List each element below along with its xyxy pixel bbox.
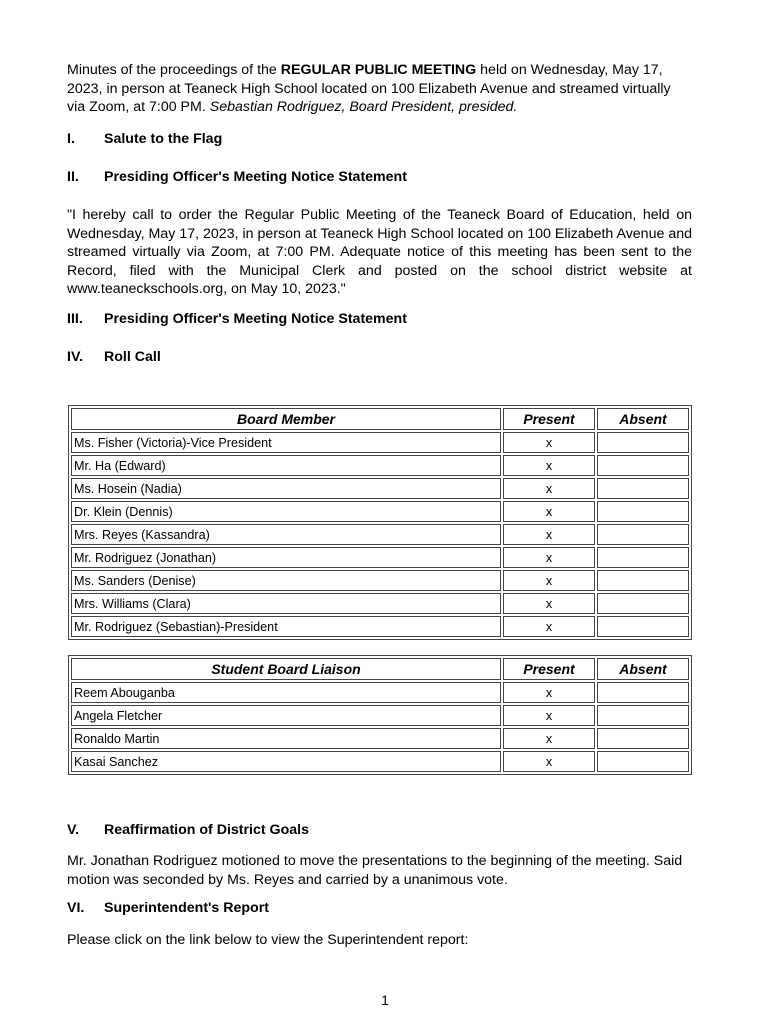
table-row: [71, 524, 689, 545]
table-row: [71, 616, 689, 637]
present-cell: x: [503, 547, 595, 568]
column-header-student-liaison: Student Board Liaison: [71, 658, 501, 680]
page-number: 1: [381, 992, 389, 1008]
section-number: III.: [67, 311, 83, 327]
table-row: [71, 682, 689, 703]
absent-cell: [597, 478, 689, 499]
table-row: [71, 547, 689, 568]
member-name-cell: Mrs. Williams (Clara): [71, 593, 501, 614]
section-number: VI.: [67, 900, 85, 916]
goals-paragraph: Mr. Jonathan Rodriguez motioned to move the presentations to the beginning of the meeting. Said motion was seconded by Ms. Reyes and carried by a unanimous vote.: [67, 853, 683, 888]
meeting-intro: [67, 61, 692, 117]
column-header-absent: Absent: [597, 408, 689, 430]
superintendent-paragraph: Please click on the link below to view the Superintendent report:: [67, 932, 469, 948]
section-title: Presiding Officer's Meeting Notice Statement: [104, 169, 407, 185]
section-title: Superintendent's Report: [104, 900, 269, 916]
intro-presided: Sebastian Rodriguez, Board President, presided.: [209, 99, 518, 115]
member-name-cell: Mrs. Reyes (Kassandra): [71, 524, 501, 545]
section-heading-district-goals: [67, 822, 692, 838]
absent-cell: [597, 524, 689, 545]
member-name-cell: Mr. Ha (Edward): [71, 455, 501, 476]
section-number: I.: [67, 131, 75, 147]
section-number: II.: [67, 169, 79, 185]
table-row: [71, 751, 689, 772]
absent-cell: [597, 728, 689, 749]
section-heading-superintendent: [67, 900, 692, 916]
intro-rest: held on Wednesday, May 17, 2023, in person at Teaneck High School located on 100 Elizabeth Avenue and streamed virtually via Zoom, at 7:00 PM.: [67, 62, 671, 115]
present-cell: x: [503, 593, 595, 614]
table-row: [71, 478, 689, 499]
table-row: [71, 455, 689, 476]
table-header-row: [71, 658, 689, 680]
section-number: V.: [67, 822, 80, 838]
column-header-present: Present: [503, 408, 595, 430]
present-cell: x: [503, 432, 595, 453]
section-number: IV.: [67, 349, 84, 365]
member-name-cell: Ms. Hosein (Nadia): [71, 478, 501, 499]
section-title: Roll Call: [104, 349, 161, 365]
absent-cell: [597, 682, 689, 703]
notice-statement: "I hereby call to order the Regular Public Meeting of the Teaneck Board of Education, held on Wednesday, May 17, 2023, in person at Teaneck High School located on 100 Elizabeth Avenue and streamed virtually via Zoom, at 7:00 PM. Adequate notice of this meeting has been sent to the Record, filed with the Municipal Clerk and posted on the school district website at www.teaneckschools.org, on May 10, 2023.": [67, 207, 692, 297]
present-cell: x: [503, 616, 595, 637]
section-title: Reaffirmation of District Goals: [104, 822, 309, 838]
section-heading-roll-call: [67, 349, 692, 365]
present-cell: x: [503, 524, 595, 545]
section-title: Salute to the Flag: [104, 131, 223, 147]
column-header-absent: Absent: [597, 658, 689, 680]
table-row: [71, 593, 689, 614]
absent-cell: [597, 501, 689, 522]
table-row: [71, 728, 689, 749]
member-name-cell: Kasai Sanchez: [71, 751, 501, 772]
present-cell: x: [503, 705, 595, 726]
column-header-board-member: Board Member: [71, 408, 501, 430]
member-name-cell: Reem Abouganba: [71, 682, 501, 703]
student-liaison-table: [68, 655, 692, 775]
present-cell: x: [503, 570, 595, 591]
table-row: [71, 432, 689, 453]
absent-cell: [597, 547, 689, 568]
section-heading-notice-2: [67, 311, 692, 327]
present-cell: x: [503, 455, 595, 476]
column-header-present: Present: [503, 658, 595, 680]
absent-cell: [597, 616, 689, 637]
member-name-cell: Ms. Sanders (Denise): [71, 570, 501, 591]
absent-cell: [597, 455, 689, 476]
present-cell: x: [503, 751, 595, 772]
member-name-cell: Mr. Rodriguez (Sebastian)-President: [71, 616, 501, 637]
member-name-cell: Ms. Fisher (Victoria)-Vice President: [71, 432, 501, 453]
absent-cell: [597, 751, 689, 772]
intro-lead: Minutes of the proceedings of the: [67, 62, 281, 78]
board-member-table: [68, 405, 692, 640]
present-cell: x: [503, 682, 595, 703]
intro-meeting-type: REGULAR PUBLIC MEETING: [280, 62, 477, 78]
member-name-cell: Dr. Klein (Dennis): [71, 501, 501, 522]
member-name-cell: Mr. Rodriguez (Jonathan): [71, 547, 501, 568]
member-name-cell: Ronaldo Martin: [71, 728, 501, 749]
table-row: [71, 501, 689, 522]
present-cell: x: [503, 478, 595, 499]
absent-cell: [597, 570, 689, 591]
section-heading-salute: [67, 131, 692, 147]
table-header-row: [71, 408, 689, 430]
present-cell: x: [503, 728, 595, 749]
table-row: [71, 570, 689, 591]
present-cell: x: [503, 501, 595, 522]
section-heading-notice: [67, 169, 692, 185]
absent-cell: [597, 593, 689, 614]
section-title: Presiding Officer's Meeting Notice Statement: [104, 311, 407, 327]
member-name-cell: Angela Fletcher: [71, 705, 501, 726]
absent-cell: [597, 432, 689, 453]
table-row: [71, 705, 689, 726]
absent-cell: [597, 705, 689, 726]
